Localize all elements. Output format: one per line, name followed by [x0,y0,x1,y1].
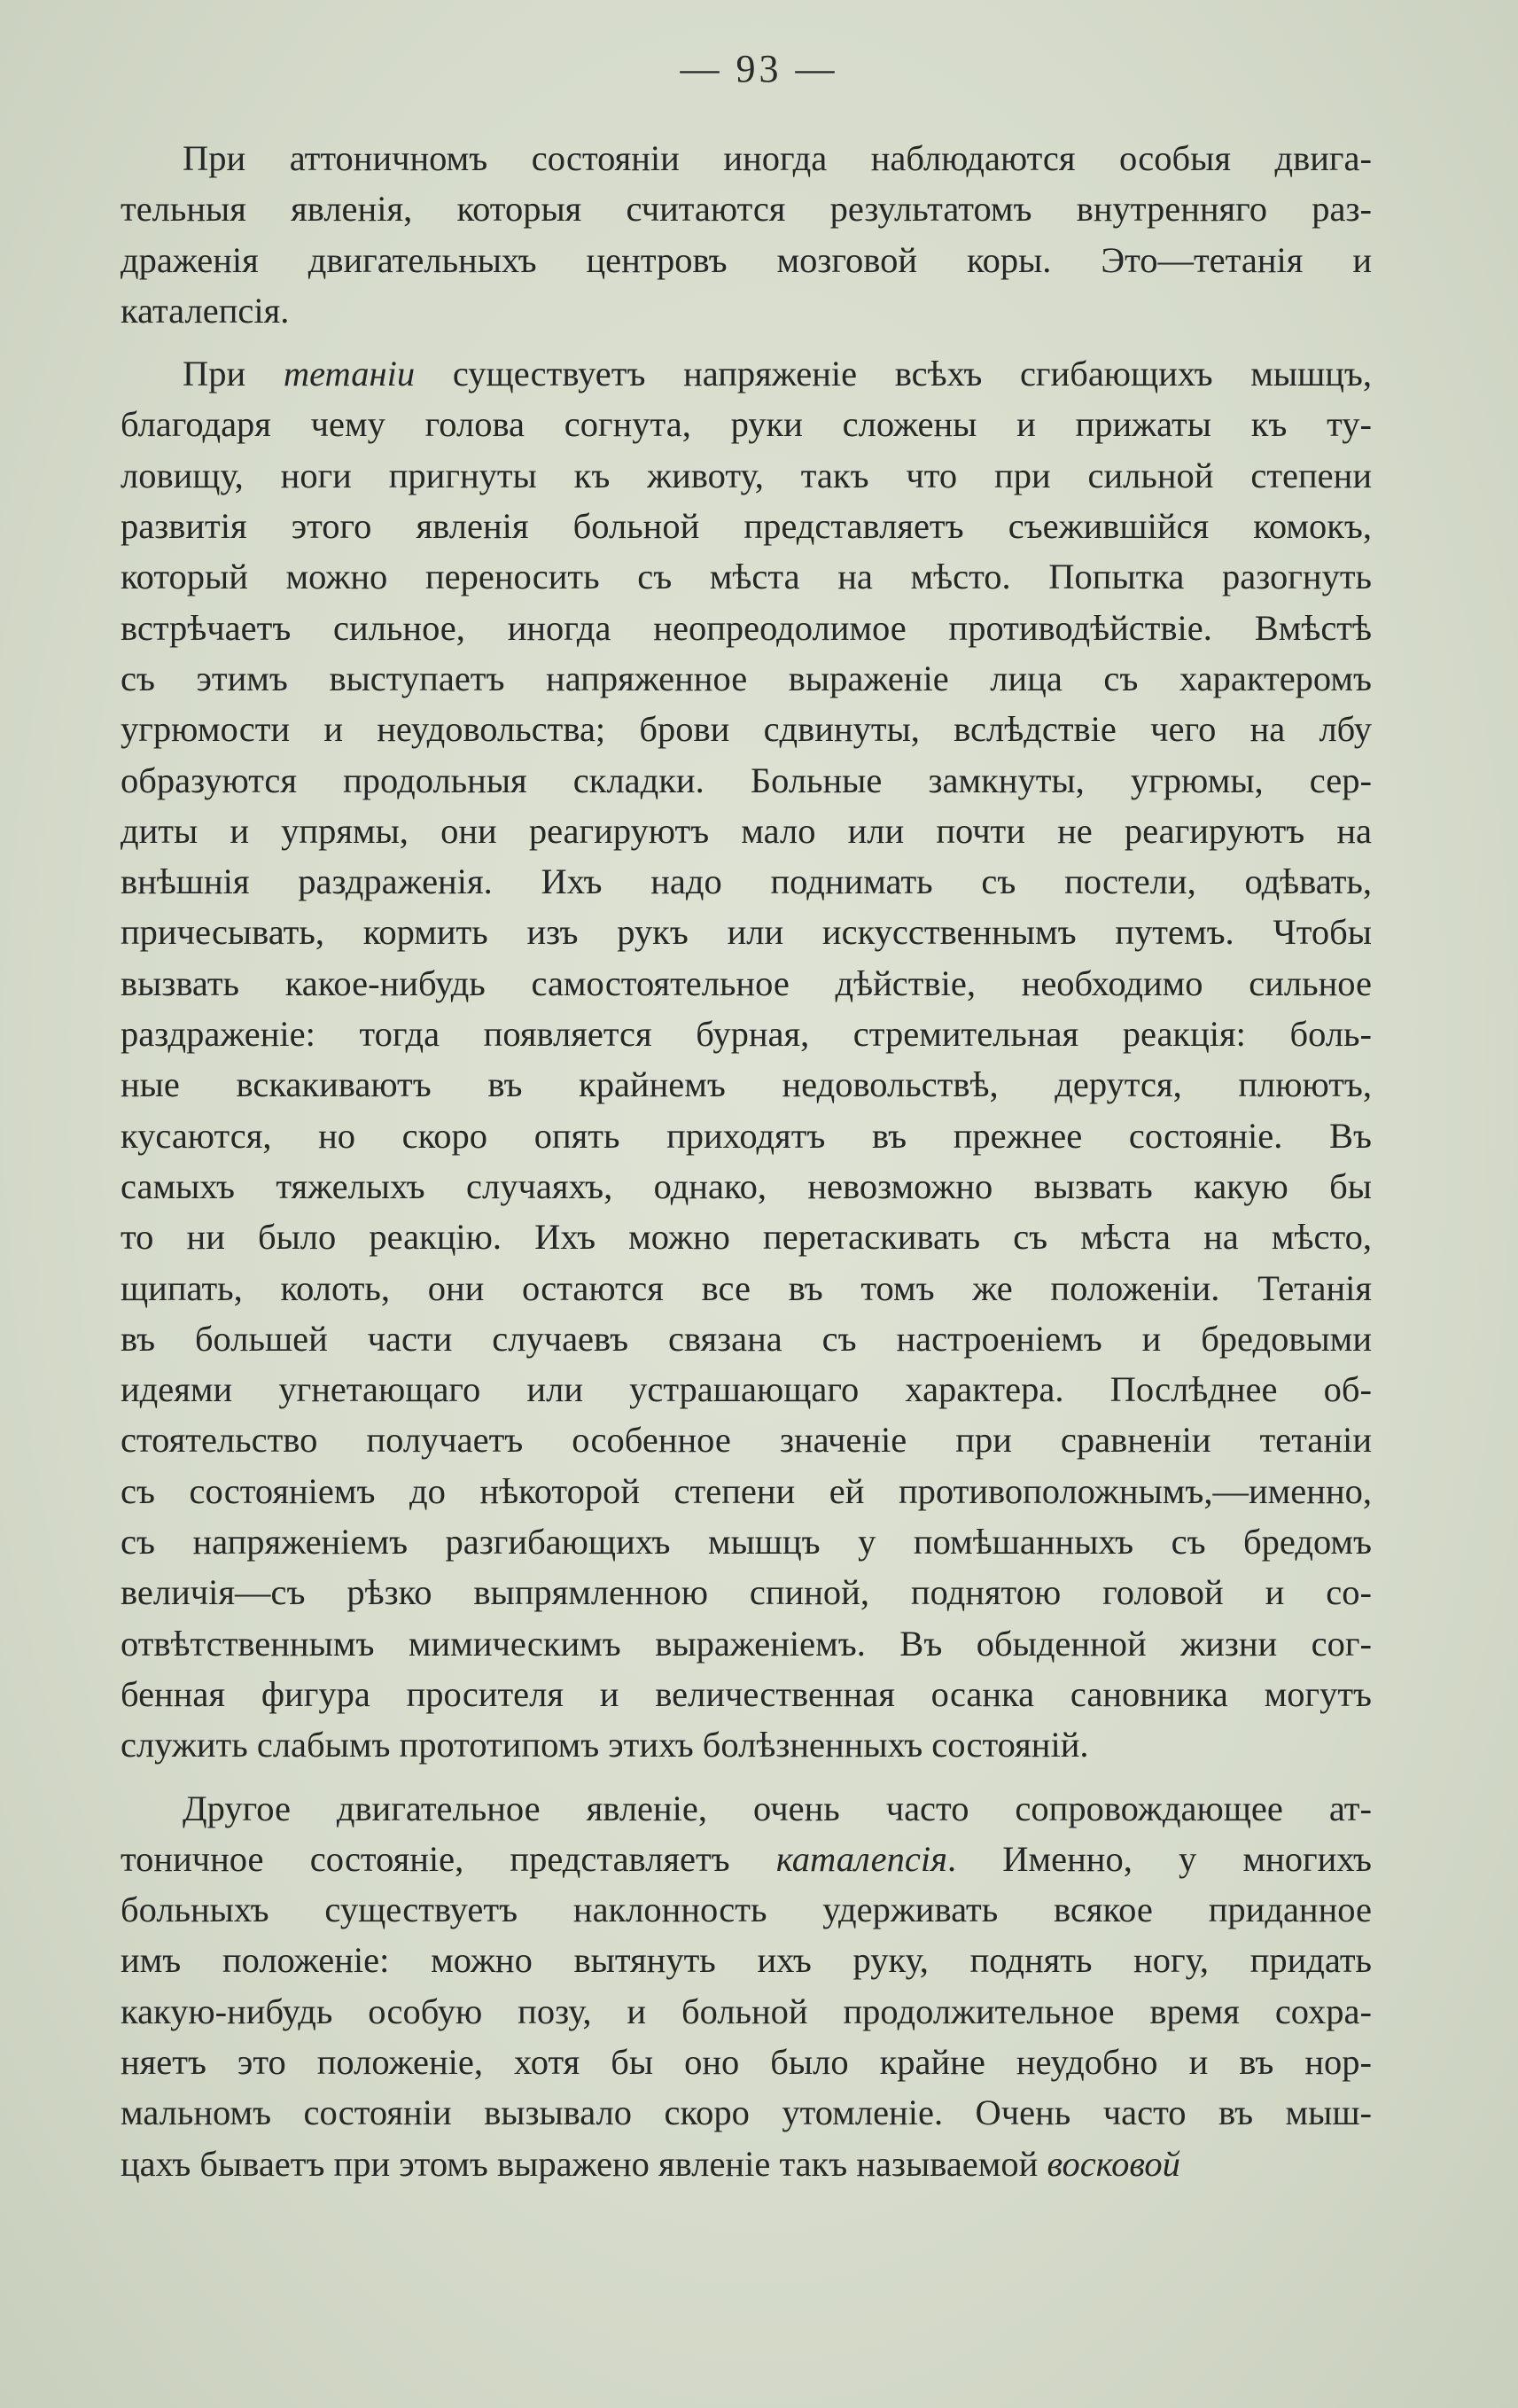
text-line: щипать, колоть, они остаются все въ томъ же положенiи. Тетанiя [121,1267,1372,1308]
italic-term: каталепсiя [775,1838,947,1879]
text-line: няетъ это положенiе, хотя бы оно было крайне неудобно и въ нор- [121,2041,1372,2082]
italic-term: тетанiи [283,354,416,394]
text-line: стоятельство получаетъ особенное значенiе при сравненiи тетанiи [121,1420,1372,1461]
text-line: угрюмости и неудовольства; брови сдвинуты, вслѣдствiе чего на лбу [121,709,1372,750]
text-line: каталепсiя. [121,290,290,331]
text-line: съ состоянiемъ до нѣкоторой степени ей противоположнымъ,—именно, [121,1470,1372,1511]
text-line: образуются продольныя складки. Больные замкнуты, угрюмы, сер- [121,760,1372,800]
text-line: въ большей части случаевъ связана съ настроенiемъ и бредовыми [121,1318,1372,1359]
text-line: Другое двигательное явленiе, очень часто сопровождающее ат- [183,1788,1372,1828]
text-segment: При [183,354,284,394]
paragraph [121,133,1372,336]
text-line: ловищу, ноги пригнуты къ животу, такъ что при сильной степени [121,455,1372,495]
text-line: больныхъ существуетъ наклонность удерживать всякое приданное [121,1890,1372,1930]
page-number: — 93 — [680,47,838,90]
text-line: служить слабымъ прототипомъ этихъ болѣзненныхъ состоянiй. [121,1725,1089,1765]
text-line [121,2139,1372,2189]
text-line [121,348,1372,399]
text-line: который можно переносить съ мѣста на мѣсто. Попытка разогнуть [121,557,1372,597]
text-line: кусаются, но скоро опять приходятъ въ прежнее состоянiе. Въ [121,1115,1372,1156]
text-line: величiя—съ рѣзко выпрямленною спиной, поднятою головой и со- [121,1572,1372,1613]
text-line: тельныя явленiя, которыя считаются результатомъ внутренняго раз- [121,189,1372,230]
text-line: развитiя этого явленiя больной представляетъ съежившiйся комокъ, [121,506,1372,547]
text-line: съ напряженiемъ разгибающихъ мышцъ у помѣшанныхъ съ бредомъ [121,1522,1372,1562]
text-line: какую-нибудь особую позу, и больной продолжительное время сохра- [121,1991,1372,2031]
text-line: диты и упрямы, они реагируютъ мало или почти не реагируютъ на [121,810,1372,851]
text-segment: цахъ бываетъ при этомъ выражено явленiе такъ называемой [121,2143,1047,2184]
text-line: идеями угнетающаго или устрашающаго характера. Послѣднее об- [121,1369,1372,1410]
text-segment: существуетъ напряженiе всѣхъ сгибающихъ мышцъ, [415,354,1372,394]
text-line: ные вскакиваютъ въ крайнемъ недовольствѣ, дерутся, плюютъ, [121,1064,1372,1105]
text-line: съ этимъ выступаетъ напряженное выраженiе лица съ характеромъ [121,658,1372,698]
text-line: При аттоничномъ состоянiи иногда наблюдаются особыя двига- [183,138,1372,178]
text-line: отвѣтственнымъ мимическимъ выраженiемъ. Въ обыденной жизни сог- [121,1623,1372,1664]
paragraph [121,348,1372,1770]
body-text [121,133,1372,2201]
italic-term: восковой [1047,2143,1180,2184]
text-line [121,1834,1372,1884]
text-line: то ни было реакцiю. Ихъ можно перетаскивать съ мѣста на мѣсто, [121,1217,1372,1258]
paragraph [121,1783,1372,2189]
text-line: бенная фигура просителя и величественная осанка сановника могутъ [121,1673,1372,1714]
text-line: мальномъ состоянiи вызывало скоро утомленiе. Очень часто въ мыш- [121,2092,1372,2133]
text-line: вызвать какое-нибудь самостоятельное дѣйствiе, необходимо сильное [121,962,1372,1003]
text-line: самыхъ тяжелыхъ случаяхъ, однако, невозможно вызвать какую бы [121,1165,1372,1206]
text-segment: тоничное состоянiе, представляетъ [121,1838,776,1879]
text-segment: . Именно, у многихъ [946,1838,1372,1879]
text-line: внѣшнiя раздраженiя. Ихъ надо поднимать съ постели, одѣвать, [121,861,1372,902]
text-line: драженiя двигательныхъ центровъ мозговой коры. Это—тетанiя и [121,239,1372,280]
text-line: благодаря чему голова согнута, руки сложены и прижаты къ ту- [121,404,1372,445]
text-line: имъ положенiе: можно вытянуть ихъ руку, поднять ногу, придать [121,1940,1372,1981]
text-line: раздраженiе: тогда появляется бурная, стремительная реакцiя: боль- [121,1014,1372,1055]
text-line: причесывать, кормить изъ рукъ или искусственнымъ путемъ. Чтобы [121,912,1372,953]
text-line: встрѣчаетъ сильное, иногда неопреодолимое противодѣйствiе. Вмѣстѣ [121,607,1372,648]
